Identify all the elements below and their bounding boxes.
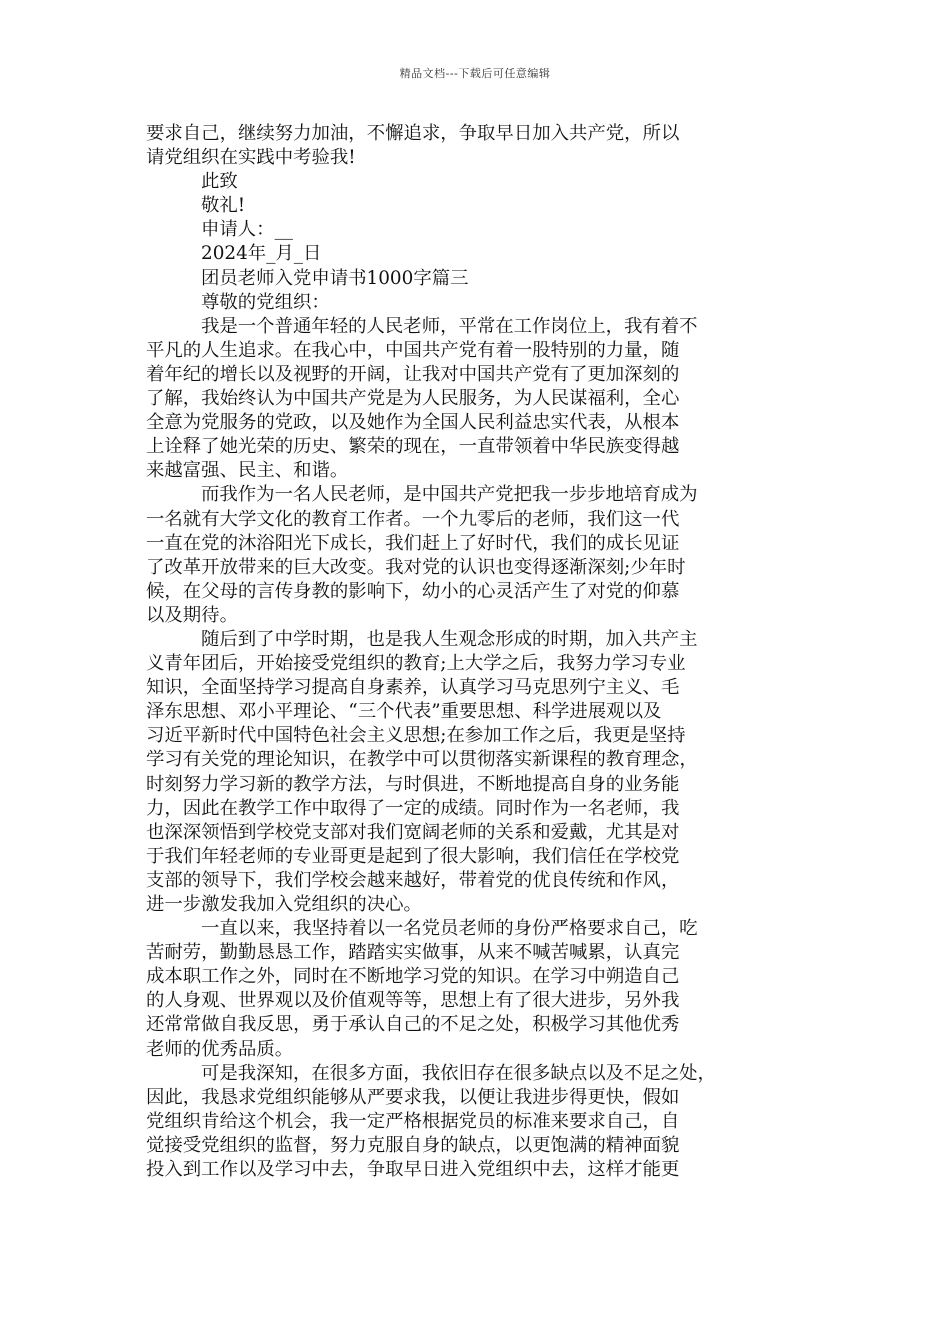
text-line: 力，因此在教学工作中取得了一定的成绩。同时作为一名老师，我 [146, 797, 680, 819]
page-header: 精品文档---下载后可任意编辑 [399, 67, 551, 80]
text-line: 知识，全面坚持学习提高自身素养，认真学习马克思列宁主义、毛 [146, 677, 680, 699]
text-line: 以及期待。 [146, 604, 238, 626]
text-line: 泽东思想、邓小平理论、“三个代表”重要思想、科学进展观以及 [146, 701, 662, 723]
text-line: 成本职工作之外，同时在不断地学习党的知识。在学习中朔造自己 [146, 966, 680, 988]
text-line: 一直在党的沐浴阳光下成长，我们赶上了好时代，我们的成长见证 [146, 532, 680, 554]
text-line: 随后到了中学时期，也是我人生观念形成的时期，加入共产主 [201, 628, 698, 650]
document-body [146, 122, 806, 1182]
text-line: 了改革开放带来的巨大改变。我对党的认识也变得逐渐深刻;少年时 [146, 556, 686, 578]
text-line: 候，在父母的言传身教的影响下，幼小的心灵活产生了对党的仰慕 [146, 580, 680, 602]
text-line: 此致 [201, 171, 238, 193]
text-line: 可是我深知，在很多方面，我依旧存在很多缺点以及不足之处， [201, 1062, 716, 1084]
text-line: 进一步激发我加入党组织的决心。 [146, 894, 422, 915]
text-line: 还常常做自我反思，勇于承认自己的不足之处，积极学习其他优秀 [146, 1014, 680, 1036]
text-line: 因此，我恳求党组织能够从严要求我，以便让我进步得更快，假如 [146, 1086, 680, 1108]
text-line: 时刻努力学习新的教学方法，与时俱进，不断地提高自身的业务能 [146, 773, 680, 795]
text-line: 来越富强、民主、和谐。 [146, 460, 349, 482]
text-line: 党组织肯给这个机会，我一定严格根据党员的标准来要求自己，自 [146, 1110, 680, 1132]
text-line: 了解，我始终认为中国共产党是为人民服务，为人民谋福利，全心 [146, 388, 680, 410]
text-line: 2024年_月_日 [201, 243, 322, 265]
text-line: 一名就有大学文化的教育工作者。一个九零后的老师，我们这一代 [146, 508, 680, 530]
text-line: 于我们年轻老师的专业哥更是起到了很大影响，我们信任在学校党 [146, 845, 680, 867]
text-line: 全意为党服务的党政，以及她作为全国人民利益忠实代表，从根本 [146, 412, 680, 434]
text-line: 一直以来，我坚持着以一名党员老师的身份严格要求自己，吃 [201, 918, 698, 940]
text-line: 觉接受党组织的监督，努力克服自身的缺点，以更饱满的精神面貌 [146, 1134, 680, 1156]
text-line: 老师的优秀品质。 [146, 1038, 294, 1060]
text-line: 而我作为一名人民老师，是中国共产党把我一步步地培育成为 [201, 484, 698, 506]
text-line: 也深深领悟到学校党支部对我们宽阔老师的关系和爱戴，尤其是对 [146, 821, 680, 843]
text-line: 上诠释了她光荣的历史、繁荣的现在，一直带领着中华民族变得越 [146, 436, 680, 458]
text-line: 敬礼! [201, 195, 246, 217]
text-line: 我是一个普通年轻的人民老师，平常在工作岗位上，我有着不 [201, 315, 698, 337]
text-line: 要求自己，继续努力加油，不懈追求，争取早日加入共产党，所以 [146, 123, 680, 144]
text-line: 投入到工作以及学习中去，争取早日进入党组织中去，这样才能更 [146, 1159, 680, 1181]
text-line: 尊敬的党组织： [201, 291, 330, 313]
text-line: 习近平新时代中国特色社会主义思想;在参加工作之后，我更是坚持 [146, 725, 686, 747]
text-line: 请党组织在实践中考验我! [146, 147, 356, 169]
text-line: 苦耐劳，勤勤恳恳工作，踏踏实实做事，从来不喊苦喊累，认真完 [146, 942, 680, 964]
text-line: 着年纪的增长以及视野的开阔，让我对中国共产党有了更加深刻的 [146, 363, 680, 385]
text-line: 申请人：__ [201, 219, 293, 241]
text-line: 的人身观、世界观以及价值观等等，思想上有了很大进步，另外我 [146, 990, 680, 1012]
text-line: 平凡的人生追求。在我心中，中国共产党有着一股特别的力量，随 [146, 339, 680, 361]
text-line: 支部的领导下，我们学校会越来越好，带着党的优良传统和作风， [146, 869, 680, 891]
text-line: 学习有关党的理论知识，在教学中可以贯彻落实新课程的教育理念， [146, 749, 698, 771]
text-line: 团员老师入党申请书1000字篇三 [201, 267, 469, 289]
text-line: 义青年团后，开始接受党组织的教育;上大学之后，我努力学习专业 [146, 653, 686, 675]
